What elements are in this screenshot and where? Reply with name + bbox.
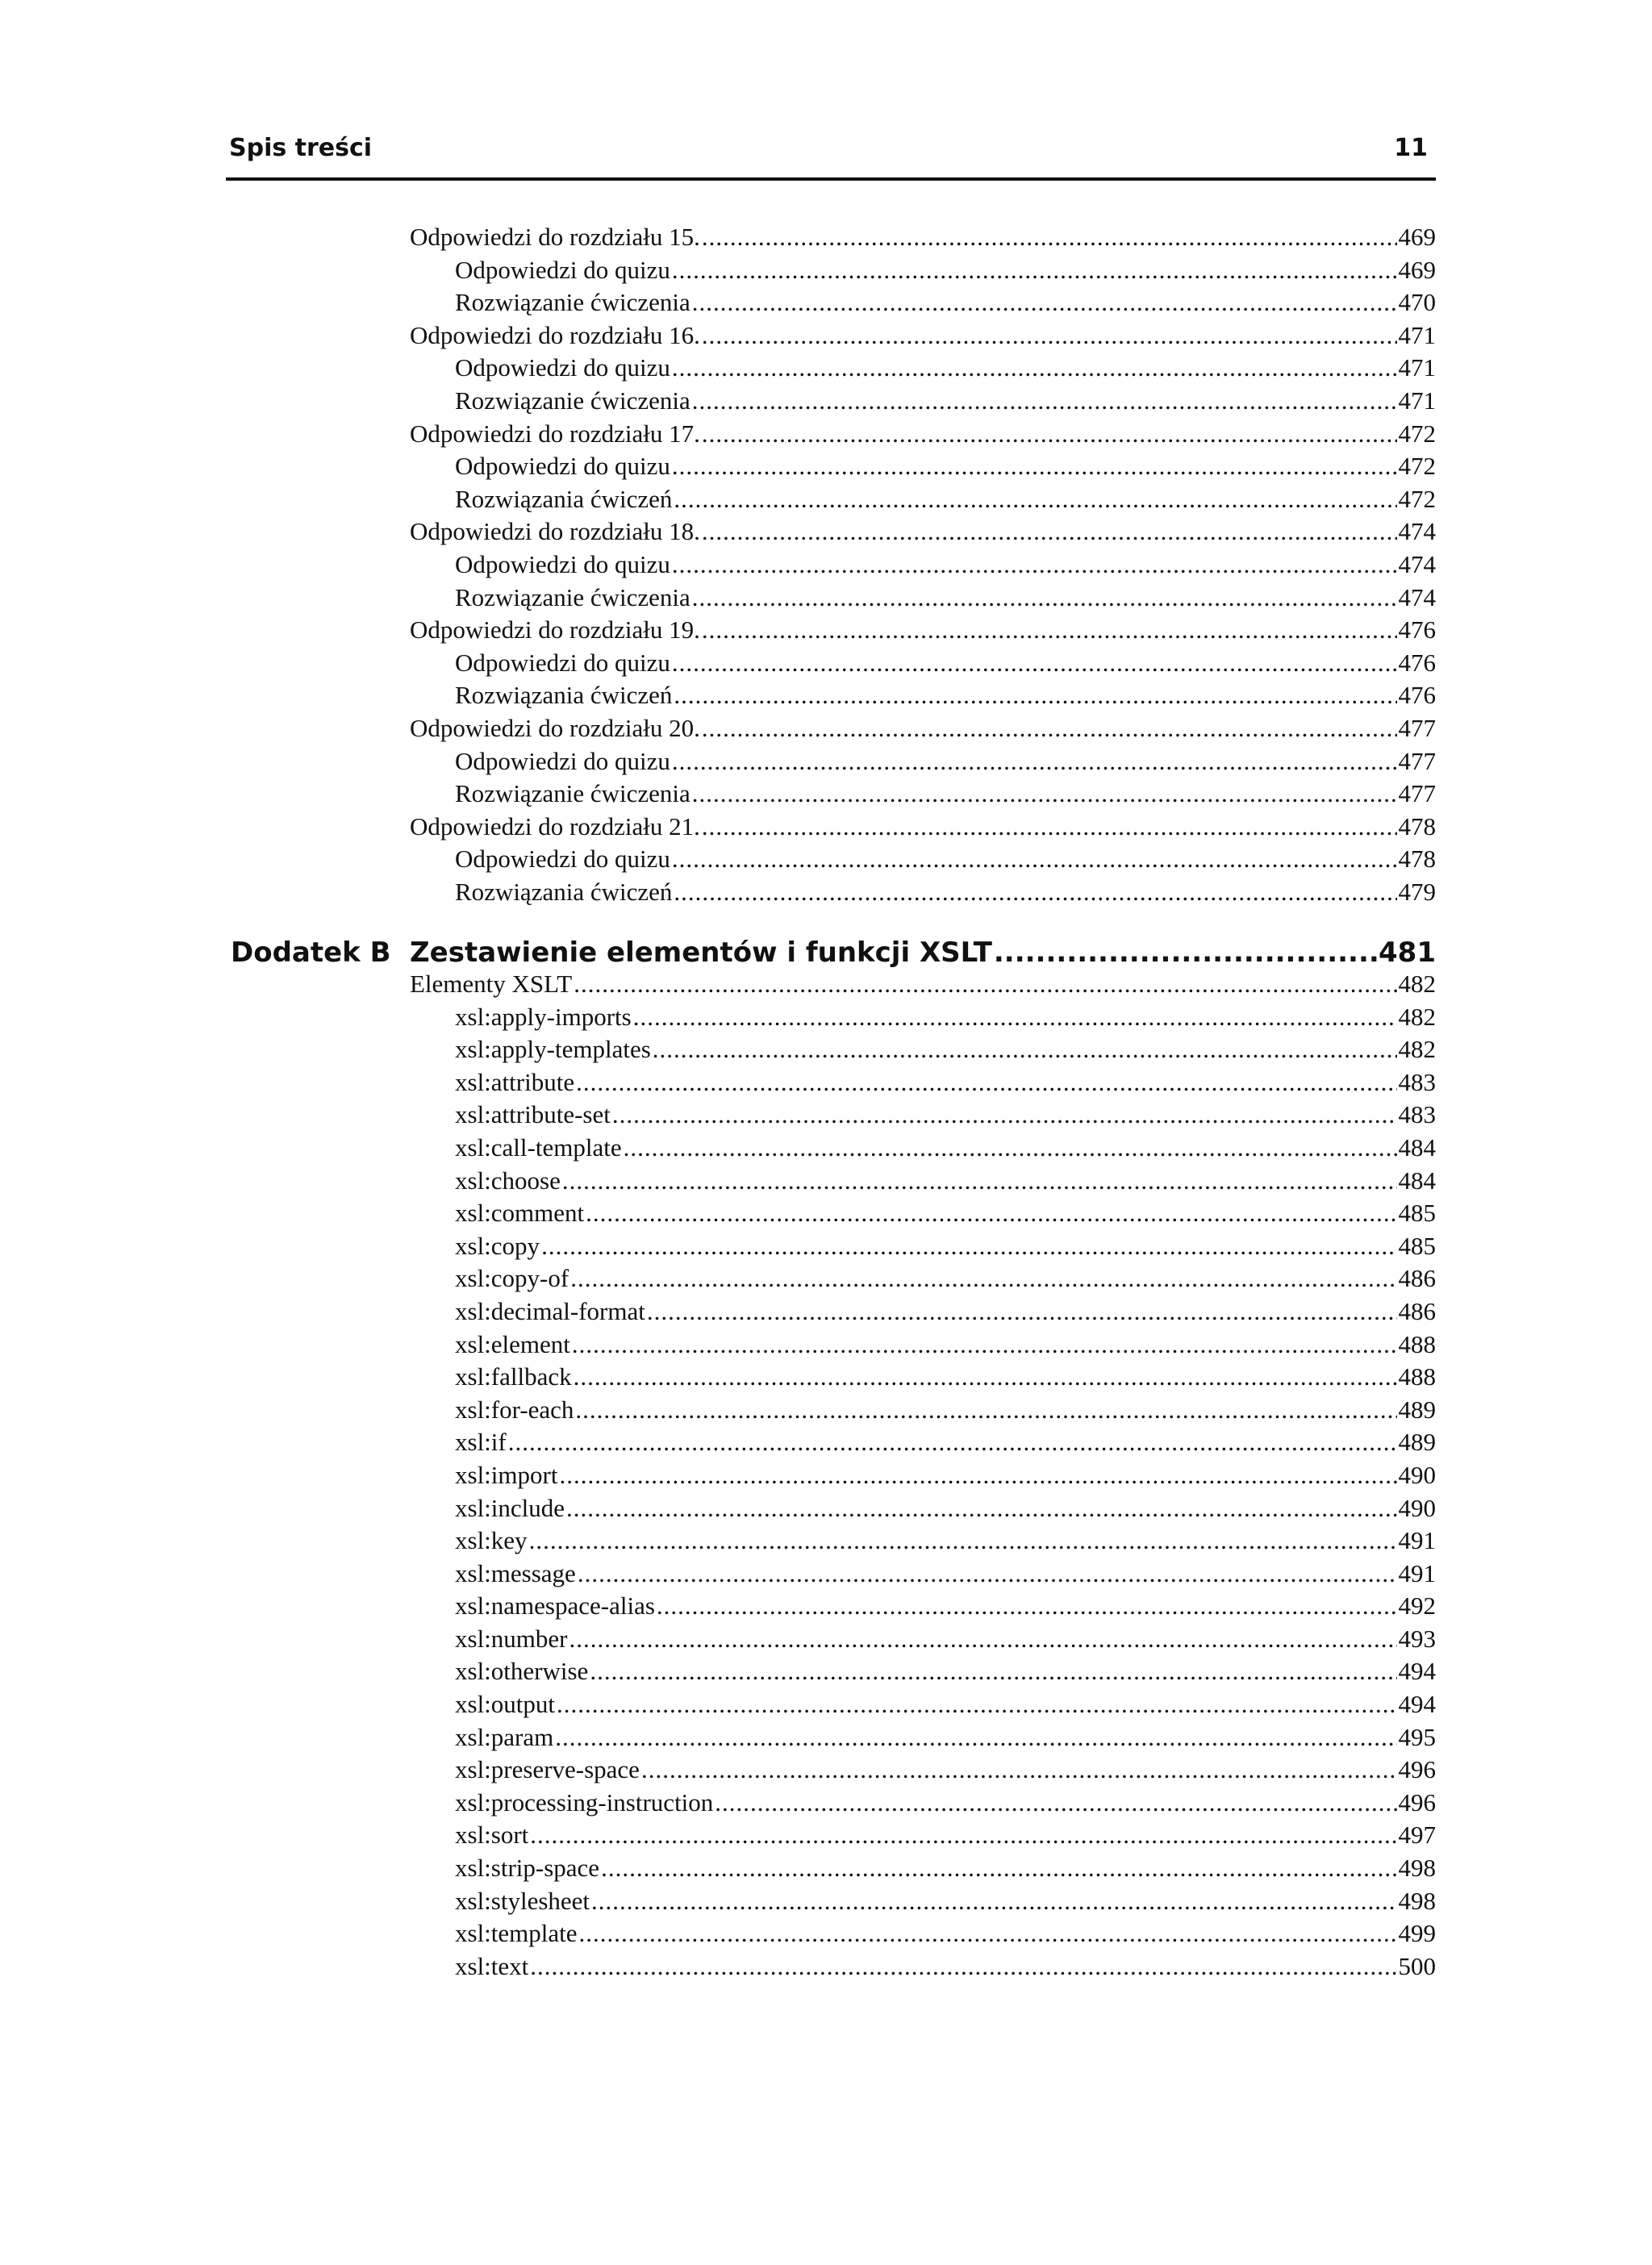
toc-entry-label: xsl:stylesheet (455, 1886, 590, 1915)
toc-entry-label: xsl:element (455, 1329, 570, 1358)
toc-entry[interactable] (410, 1394, 1436, 1427)
dot-leader (530, 1819, 1396, 1851)
toc-entry-page-number: 489 (1398, 1428, 1436, 1457)
dot-leader (692, 582, 1397, 614)
toc-entry[interactable] (410, 1099, 1436, 1132)
toc-entry-page-number: 484 (1398, 1166, 1436, 1195)
toc-entry[interactable] (410, 549, 1436, 582)
dot-leader (653, 1033, 1397, 1066)
toc-entry-label: Odpowiedzi do rozdziału 21. (410, 811, 700, 841)
toc-entry-label: Odpowiedzi do quizu (455, 648, 670, 677)
toc-entry[interactable] (410, 1950, 1436, 1983)
dot-leader (674, 876, 1396, 908)
dot-leader (641, 1754, 1397, 1786)
toc-entry[interactable] (410, 1459, 1436, 1492)
toc-entry-page-number: 488 (1398, 1329, 1436, 1358)
toc-entry-page-number: 494 (1398, 1657, 1436, 1686)
toc-entry-page-number: 476 (1398, 615, 1436, 644)
toc-entry-page-number: 483 (1398, 1067, 1436, 1096)
dot-leader (672, 450, 1397, 482)
toc-entry-page-number: 470 (1398, 288, 1436, 317)
toc-entry-label: xsl:include (455, 1493, 565, 1522)
toc-entry-page-number: 477 (1398, 779, 1436, 808)
dot-leader (672, 549, 1397, 581)
toc-entry-page-number: 486 (1398, 1264, 1436, 1293)
dot-leader (702, 418, 1397, 450)
toc-entry-page-number: 472 (1398, 452, 1436, 481)
toc-entry-label: xsl:fallback (455, 1362, 572, 1391)
toc-entry[interactable] (410, 647, 1436, 680)
dot-leader (702, 221, 1397, 253)
appendix-title: Zestawienie elementów i funkcji XSLT (410, 936, 992, 969)
toc-entry-label: xsl:param (455, 1722, 554, 1751)
toc-entry-label: xsl:namespace-alias (455, 1591, 655, 1621)
dot-leader (612, 1099, 1397, 1131)
toc-entry-label: Odpowiedzi do rozdziału 20. (410, 713, 700, 742)
toc-entry[interactable] (410, 1165, 1436, 1198)
toc-entry-label: Rozwiązanie ćwiczenia (455, 582, 690, 611)
dot-leader (692, 286, 1397, 319)
dot-leader (541, 1230, 1396, 1262)
dot-leader (674, 679, 1396, 711)
toc-entry-label: xsl:if (455, 1428, 507, 1457)
toc-entry-label: Odpowiedzi do quizu (455, 353, 670, 382)
toc-entry-page-number: 496 (1398, 1755, 1436, 1784)
toc-entry-page-number: 492 (1398, 1591, 1436, 1621)
toc-entry-page-number: 476 (1398, 648, 1436, 677)
toc-entry-page-number: 497 (1398, 1821, 1436, 1850)
dot-leader (715, 1787, 1396, 1819)
toc-entry[interactable] (410, 1525, 1436, 1558)
dot-leader (572, 1329, 1397, 1361)
toc-entry[interactable] (410, 1132, 1436, 1165)
toc-entry-page-number: 477 (1398, 713, 1436, 742)
toc-entry-page-number: 476 (1398, 681, 1436, 710)
toc-entry[interactable] (410, 254, 1436, 287)
toc-entry[interactable] (410, 843, 1436, 876)
toc-entry-label: xsl:apply-imports (455, 1002, 632, 1031)
dot-leader (702, 712, 1397, 745)
toc-entry-page-number: 471 (1398, 353, 1436, 382)
toc-entry[interactable] (410, 1426, 1436, 1459)
dot-leader (624, 1132, 1397, 1164)
toc-entry-label: Odpowiedzi do rozdziału 16. (410, 320, 700, 349)
dot-leader (657, 1590, 1397, 1622)
toc-entry-page-number: 499 (1398, 1919, 1436, 1948)
toc-entry-page-number: 478 (1398, 845, 1436, 874)
toc-entry-label: Rozwiązania ćwiczeń (455, 877, 673, 906)
dot-leader (570, 1262, 1396, 1295)
dot-leader (574, 1361, 1397, 1393)
toc-entry[interactable] (410, 1885, 1436, 1918)
toc-entry-page-number: 474 (1398, 549, 1436, 578)
toc-entry[interactable] (410, 1066, 1436, 1099)
toc-entry[interactable] (410, 1329, 1436, 1362)
dot-leader (559, 1459, 1396, 1491)
toc-entry[interactable] (410, 1819, 1436, 1852)
toc-entry-page-number: 478 (1398, 811, 1436, 841)
dot-leader (674, 483, 1396, 515)
toc-entry-label: xsl:decimal-format (455, 1296, 645, 1325)
toc-entry[interactable] (410, 778, 1436, 811)
toc-entry-label: Odpowiedzi do quizu (455, 746, 670, 775)
dot-leader (566, 1492, 1396, 1525)
dot-leader (576, 1066, 1396, 1099)
toc-entry[interactable] (410, 679, 1436, 712)
appendix-label: Dodatek B (231, 936, 391, 969)
dot-leader (633, 1001, 1397, 1033)
dot-leader (601, 1852, 1396, 1884)
toc-entry-label: xsl:choose (455, 1166, 561, 1195)
toc-entry-page-number: 471 (1398, 320, 1436, 349)
toc-entry-label: xsl:sort (455, 1821, 529, 1850)
toc-entry-label: xsl:number (455, 1624, 568, 1653)
toc-entry-page-number: 482 (1398, 1035, 1436, 1064)
dot-leader (994, 932, 1377, 973)
toc-entry-label: xsl:copy-of (455, 1264, 569, 1293)
dot-leader (672, 647, 1397, 679)
toc-entry-label: xsl:import (455, 1460, 558, 1489)
toc-entry-page-number: 498 (1398, 1886, 1436, 1915)
toc-entry-label: xsl:text (455, 1951, 529, 1980)
toc-entry-page-number: 500 (1398, 1951, 1436, 1980)
toc-entry[interactable] (410, 483, 1436, 516)
toc-entry-label: xsl:message (455, 1558, 576, 1587)
toc-entry-page-number: 490 (1398, 1493, 1436, 1522)
dot-leader (555, 1721, 1396, 1754)
toc-entry[interactable] (410, 352, 1436, 385)
dot-leader (578, 1558, 1397, 1590)
dot-leader (672, 352, 1397, 384)
appendix-entry[interactable] (410, 932, 1436, 973)
toc-entry-label: Odpowiedzi do rozdziału 18. (410, 517, 700, 546)
toc-entry-label: Odpowiedzi do rozdziału 19. (410, 615, 700, 644)
toc-entry-label: xsl:call-template (455, 1132, 622, 1162)
dot-leader (672, 843, 1397, 875)
toc-entry-page-number: 477 (1398, 746, 1436, 775)
toc-entry-page-number: 496 (1398, 1787, 1436, 1817)
toc-entry[interactable] (410, 1623, 1436, 1656)
dot-leader (702, 614, 1397, 646)
toc-entry[interactable] (410, 221, 1436, 254)
toc-entry-page-number: 484 (1398, 1132, 1436, 1162)
dot-leader (569, 1623, 1397, 1655)
toc-entry-page-number: 482 (1398, 1002, 1436, 1031)
toc-entry-label: Odpowiedzi do quizu (455, 845, 670, 874)
toc-entry-page-number: 469 (1398, 223, 1436, 251)
toc-entry-label: xsl:for-each (455, 1395, 574, 1424)
toc-entry-label: Odpowiedzi do quizu (455, 255, 670, 284)
toc-entry-page-number: 493 (1398, 1624, 1436, 1653)
toc-entry[interactable] (410, 1590, 1436, 1623)
toc-entry-label: xsl:output (455, 1690, 556, 1719)
toc-entry-label: xsl:comment (455, 1199, 585, 1228)
toc-entry-page-number: 490 (1398, 1460, 1436, 1489)
dot-leader (557, 1688, 1396, 1721)
dot-leader (702, 811, 1397, 843)
dot-leader (579, 1917, 1397, 1950)
toc-entry-page-number: 471 (1398, 386, 1436, 415)
toc-entry[interactable] (410, 1655, 1436, 1688)
toc-entry-label: Elementy XSLT (410, 970, 573, 998)
toc-entry[interactable] (410, 1262, 1436, 1295)
running-header (226, 132, 1436, 181)
toc-entry-page-number: 474 (1398, 517, 1436, 546)
toc-entry-label: Rozwiązania ćwiczeń (455, 681, 673, 710)
toc-entry-page-number: 498 (1398, 1854, 1436, 1883)
toc-entry[interactable] (410, 614, 1436, 647)
dot-leader (508, 1426, 1397, 1458)
toc-entry[interactable] (410, 1492, 1436, 1525)
toc-entry-page-number: 494 (1398, 1690, 1436, 1719)
toc-entry[interactable] (410, 385, 1436, 418)
toc-entry-page-number: 474 (1398, 582, 1436, 611)
toc-entry-page-number: 486 (1398, 1296, 1436, 1325)
toc-entry-label: Odpowiedzi do rozdziału 17. (410, 419, 700, 448)
dot-leader (529, 1525, 1397, 1557)
toc-entry[interactable] (410, 515, 1436, 549)
running-header-title: Spis treści (229, 134, 373, 162)
toc-entry-label: Rozwiązanie ćwiczenia (455, 779, 690, 808)
toc-entry-page-number: 485 (1398, 1199, 1436, 1228)
toc-entry[interactable] (410, 745, 1436, 778)
dot-leader (590, 1655, 1396, 1687)
toc-entry[interactable] (410, 1688, 1436, 1721)
toc-entry-page-number: 479 (1398, 877, 1436, 906)
toc-entry-label: Rozwiązanie ćwiczenia (455, 386, 690, 415)
dot-leader (591, 1885, 1396, 1917)
toc-entry-label: Odpowiedzi do quizu (455, 549, 670, 578)
toc-entry[interactable] (410, 1197, 1436, 1230)
toc-entry[interactable] (410, 286, 1436, 319)
toc-entry[interactable] (410, 1787, 1436, 1820)
toc-entry-label: xsl:key (455, 1526, 528, 1555)
toc-entry-label: xsl:attribute (455, 1067, 575, 1096)
dot-leader (575, 1394, 1396, 1426)
dot-leader (574, 968, 1396, 1000)
toc-entry-label: Rozwiązanie ćwiczenia (455, 288, 690, 317)
toc-entry-page-number: 483 (1398, 1100, 1436, 1129)
toc-entry-label: Odpowiedzi do quizu (455, 452, 670, 481)
toc-entry-page-number: 472 (1398, 419, 1436, 448)
dot-leader (692, 385, 1397, 417)
toc-entry-label: xsl:otherwise (455, 1657, 589, 1686)
toc-entry[interactable] (410, 582, 1436, 615)
toc-entry-label: xsl:template (455, 1919, 578, 1948)
dot-leader (530, 1950, 1396, 1983)
dot-leader (672, 745, 1397, 778)
toc-entry-label: xsl:processing-instruction (455, 1787, 714, 1817)
toc-entry[interactable] (410, 450, 1436, 483)
toc-entry[interactable] (410, 1001, 1436, 1034)
toc-entry-page-number: 491 (1398, 1558, 1436, 1587)
toc-entry[interactable] (410, 319, 1436, 352)
toc-entry[interactable] (410, 1558, 1436, 1591)
dot-leader (562, 1165, 1397, 1197)
toc-entry-page-number: 489 (1398, 1395, 1436, 1424)
toc-entry-page-number: 469 (1398, 255, 1436, 284)
toc-entry[interactable] (410, 1033, 1436, 1066)
toc-entry-page-number: 472 (1398, 484, 1436, 513)
dot-leader (586, 1197, 1396, 1229)
toc-entry-label: xsl:strip-space (455, 1854, 600, 1883)
toc-entry-label: xsl:attribute-set (455, 1100, 611, 1129)
toc-entry[interactable] (410, 968, 1436, 1001)
toc-entry-label: Odpowiedzi do rozdziału 15. (410, 223, 700, 251)
dot-leader (672, 254, 1397, 286)
toc-entry-page-number: 485 (1398, 1231, 1436, 1260)
toc-entry[interactable] (410, 1754, 1436, 1787)
toc-entry[interactable] (410, 1230, 1436, 1263)
toc-entry-page-number: 482 (1398, 970, 1436, 998)
toc-entry-label: xsl:copy (455, 1231, 540, 1260)
toc-entry[interactable] (410, 712, 1436, 745)
toc-entry-label: xsl:preserve-space (455, 1755, 640, 1784)
toc-entry[interactable] (410, 1917, 1436, 1950)
table-of-contents-part2 (410, 968, 1436, 1983)
running-header-page-number: 11 (1394, 134, 1428, 162)
toc-entry-page-number: 495 (1398, 1722, 1436, 1751)
toc-entry[interactable] (410, 1361, 1436, 1394)
dot-leader (702, 515, 1397, 548)
toc-entry[interactable] (410, 418, 1436, 451)
toc-entry-label: Rozwiązania ćwiczeń (455, 484, 673, 513)
dot-leader (647, 1295, 1397, 1328)
toc-entry[interactable] (410, 876, 1436, 909)
toc-entry-page-number: 488 (1398, 1362, 1436, 1391)
toc-entry[interactable] (410, 811, 1436, 844)
toc-entry-label: xsl:apply-templates (455, 1035, 651, 1064)
toc-entry[interactable] (410, 1295, 1436, 1329)
appendix-page-number: 481 (1379, 936, 1436, 969)
dot-leader (702, 319, 1397, 352)
toc-entry[interactable] (410, 1852, 1436, 1885)
toc-entry-page-number: 491 (1398, 1526, 1436, 1555)
table-of-contents-part1 (410, 221, 1436, 908)
dot-leader (692, 778, 1397, 810)
toc-entry[interactable] (410, 1721, 1436, 1754)
